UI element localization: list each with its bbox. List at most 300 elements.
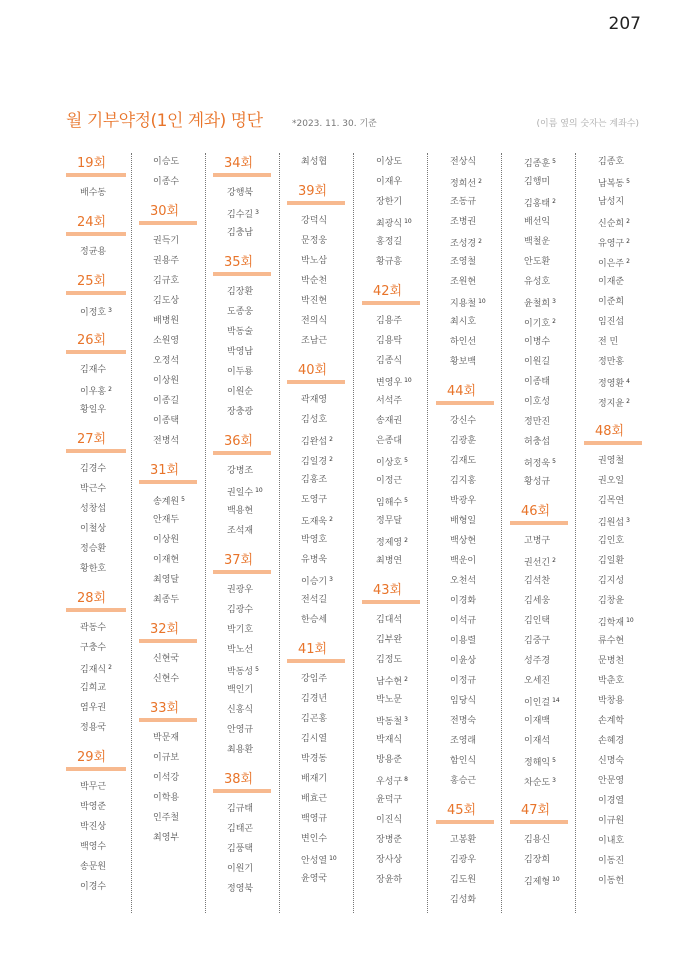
donor-name-text: 최광식 [376, 219, 403, 229]
group-spacer [213, 544, 271, 552]
donor-name [139, 234, 197, 254]
account-count: 2 [626, 398, 630, 405]
donor-name-text: 김대석 [376, 615, 403, 625]
account-count: 10 [552, 876, 560, 883]
donor-name-text: 김지홍 [450, 476, 477, 486]
donor-name-text: 조병권 [450, 217, 477, 227]
donor-name-text: 이경화 [450, 596, 477, 606]
donor-name [213, 882, 271, 902]
donor-name [213, 842, 271, 862]
donor-name-text: 송문원 [80, 862, 107, 872]
account-count: 2 [552, 557, 556, 564]
donor-name-text: 윤철희 [524, 299, 551, 309]
donor-name [510, 694, 568, 714]
donor-name [436, 634, 494, 654]
donor-name [436, 873, 494, 893]
donor-name-text: 황성규 [524, 477, 551, 487]
donor-name-text: 김광훈 [450, 436, 477, 446]
donor-name-text: 황규흥 [376, 257, 403, 267]
donor-name [436, 654, 494, 674]
donor-name-text: 성창섭 [80, 504, 107, 514]
heading-underline [66, 173, 126, 177]
donor-name [584, 714, 642, 734]
account-count: 2 [552, 198, 556, 205]
donor-name [584, 834, 642, 854]
donor-name-text: 정희선 [450, 179, 477, 189]
donor-name-text: 김일환 [598, 556, 625, 566]
donor-name-text: 이상호 [376, 458, 403, 468]
donor-name [287, 254, 345, 274]
donor-name-text: 이진식 [376, 815, 403, 825]
donor-name [362, 653, 420, 673]
account-count: 14 [552, 697, 560, 704]
donor-name-text: 문정웅 [301, 236, 328, 246]
donor-name [584, 514, 642, 534]
donor-name-text: 김태곤 [227, 824, 254, 834]
donor-name-text: 이석규 [450, 616, 477, 626]
donor-name [213, 365, 271, 385]
group-spacer [584, 415, 642, 423]
donor-name [213, 822, 271, 842]
donor-name-text: 이재현 [153, 555, 180, 565]
donor-name-text: 박노삼 [301, 256, 328, 266]
donor-name-text: 소원영 [153, 336, 180, 346]
donor-name-text: 백인기 [227, 685, 254, 695]
donor-name-text: 박노선 [227, 645, 254, 655]
heading-underline [510, 521, 568, 525]
account-count: 3 [404, 716, 408, 723]
donor-name [584, 175, 642, 195]
donor-name-text: 최시호 [450, 317, 477, 327]
donor-name [287, 453, 345, 473]
donor-name [436, 175, 494, 195]
donor-name-text: 안성열 [301, 856, 328, 866]
donor-name-text: 하인선 [450, 337, 477, 347]
donor-name [213, 743, 271, 763]
donor-name [213, 723, 271, 743]
heading-underline [66, 232, 126, 236]
donor-name-text: 차순도 [524, 778, 551, 788]
donor-name [436, 514, 494, 534]
donor-name-text: 조남근 [301, 336, 328, 346]
donor-name [213, 206, 271, 226]
donor-name-text: 윤덕구 [376, 795, 403, 805]
donor-name-text: 도재욱 [301, 517, 328, 527]
donor-name [287, 433, 345, 453]
donor-name [66, 860, 126, 880]
donor-name [362, 753, 420, 773]
donor-name [510, 534, 568, 554]
donor-name-text: 한승세 [301, 615, 328, 625]
donor-name [139, 533, 197, 553]
donor-name [436, 355, 494, 375]
donor-name [436, 195, 494, 215]
donor-name [213, 703, 271, 723]
donor-name-text: 이재석 [524, 736, 551, 746]
group-spacer [510, 495, 568, 503]
donor-name-text: 권선긴 [524, 558, 551, 568]
donor-name-text: 김원섭 [598, 518, 625, 528]
count-note: (이름 옆의 숫자는 계좌수) [536, 119, 639, 129]
account-count: 10 [404, 377, 412, 384]
donor-name [436, 155, 494, 175]
donor-name-text: 정균용 [80, 247, 107, 257]
donor-name [362, 494, 420, 514]
heading-underline [213, 451, 271, 455]
column-3 [213, 155, 271, 902]
donor-name [510, 235, 568, 255]
donor-name-text: 정용국 [80, 723, 107, 733]
group-spacer [66, 423, 126, 431]
donor-name-text: 김풍택 [227, 844, 254, 854]
donor-name [287, 513, 345, 533]
donor-name-text: 이종태 [524, 377, 551, 387]
donor-name-text: 박동성 [227, 667, 254, 677]
donor-name-text: 배효근 [301, 794, 328, 804]
donor-name-text: 남복동 [598, 179, 625, 189]
donor-name [139, 573, 197, 593]
date-note: *2023. 11. 30. 기준 [292, 119, 377, 129]
donor-name [584, 674, 642, 694]
donor-name-text: 허충섭 [524, 437, 551, 447]
donor-name-text: 장병준 [376, 835, 403, 845]
donor-name [362, 354, 420, 374]
donor-name-text: 백철운 [524, 237, 551, 247]
donor-name-text: 박순천 [301, 276, 328, 286]
class-heading: 47회 [521, 803, 551, 818]
donor-name [436, 474, 494, 494]
donor-name [213, 643, 271, 663]
donor-name [584, 275, 642, 295]
donor-name [584, 554, 642, 574]
donor-name-text: 신홍식 [227, 705, 254, 715]
heading-underline [139, 718, 197, 722]
donor-name-text: 김충남 [227, 228, 254, 238]
donor-name-text: 최병연 [376, 556, 403, 566]
column-8 [584, 155, 642, 894]
donor-name [584, 754, 642, 774]
donor-name [139, 771, 197, 791]
donor-name-text: 이내호 [598, 836, 625, 846]
donor-name [213, 305, 271, 325]
donor-name [584, 794, 642, 814]
donor-name [213, 524, 271, 544]
donor-name-text: 박영남 [227, 347, 254, 357]
donor-name [584, 534, 642, 554]
donor-name-text: 도영구 [301, 495, 328, 505]
account-count: 10 [478, 298, 486, 305]
account-count: 4 [626, 378, 630, 385]
class-heading: 41회 [298, 642, 328, 657]
donor-name-text: 전병석 [153, 436, 180, 446]
donor-name-text: 배수동 [80, 188, 107, 198]
donor-name [436, 594, 494, 614]
donor-name-text: 이상도 [376, 157, 403, 167]
account-count: 5 [404, 457, 408, 464]
class-heading: 38회 [224, 772, 254, 787]
donor-name [362, 334, 420, 354]
group-spacer [510, 794, 568, 802]
group-spacer [139, 454, 197, 462]
donor-name-text: 임해수 [376, 498, 403, 508]
donor-name-text: 김용신 [524, 835, 551, 845]
donor-name-text: 김일경 [301, 457, 328, 467]
group-spacer [66, 741, 126, 749]
donor-name-text: 백영규 [301, 814, 328, 824]
donor-name-text: 김곤홍 [301, 714, 328, 724]
donor-name-text: 최영달 [153, 575, 180, 585]
class-heading: 44회 [447, 384, 477, 399]
donor-name-text: 변영우 [376, 378, 403, 388]
donor-name-text: 이규원 [598, 816, 625, 826]
donor-name-text: 김규태 [227, 804, 254, 814]
donor-name [436, 714, 494, 734]
donor-name [139, 414, 197, 434]
donor-name [510, 674, 568, 694]
column-4 [287, 155, 345, 892]
donor-name-text: 이은주 [598, 259, 625, 269]
donor-name [510, 155, 568, 175]
donor-name [436, 295, 494, 315]
donor-name [287, 672, 345, 692]
donor-name-text: 홍승근 [450, 776, 477, 786]
donor-name [287, 772, 345, 792]
donor-name [139, 374, 197, 394]
donor-name [436, 414, 494, 434]
donor-name [510, 455, 568, 475]
donor-name [510, 574, 568, 594]
donor-name [436, 454, 494, 474]
donor-name-text: 박영호 [301, 535, 328, 545]
account-count: 3 [108, 307, 112, 314]
donor-name [510, 295, 568, 315]
donor-name [362, 434, 420, 454]
column-divider [205, 153, 206, 913]
page-number: 207 [608, 14, 641, 34]
account-count: 3 [626, 517, 630, 524]
donor-name [66, 800, 126, 820]
donor-name [139, 493, 197, 513]
donor-name [584, 454, 642, 474]
account-count: 5 [552, 757, 556, 764]
heading-underline [287, 659, 345, 663]
donor-name [66, 482, 126, 502]
donor-name [287, 473, 345, 493]
donor-name-text: 정만진 [524, 417, 551, 427]
donor-name-text: 류수현 [598, 636, 625, 646]
donor-name-text: 박문재 [153, 733, 180, 743]
donor-name [584, 335, 642, 355]
column-divider [427, 153, 428, 913]
donor-name-text: 권득기 [153, 236, 180, 246]
donor-name-text: 강신수 [450, 416, 477, 426]
donor-name-text: 백운이 [450, 556, 477, 566]
donor-name [510, 634, 568, 654]
donor-name [213, 325, 271, 345]
donor-name-text: 김종식 [376, 356, 403, 366]
donor-name-text: 고봉환 [450, 835, 477, 845]
donor-name [510, 395, 568, 415]
donor-name [510, 375, 568, 395]
donor-name-text: 이종수 [153, 177, 180, 187]
donor-name [584, 395, 642, 415]
column-divider [131, 153, 132, 913]
donor-name [362, 454, 420, 474]
account-count: 5 [255, 666, 259, 673]
donor-name-text: 조동규 [450, 197, 477, 207]
donor-name [510, 195, 568, 215]
donor-name [139, 751, 197, 771]
donor-name-text: 임진섭 [598, 317, 625, 327]
account-count: 2 [626, 258, 630, 265]
donor-name [584, 654, 642, 674]
column-1 [66, 155, 126, 900]
donor-name [139, 553, 197, 573]
donor-name-text: 도종웅 [227, 307, 254, 317]
donor-name [139, 294, 197, 314]
donor-name [287, 732, 345, 752]
donor-name-text: 박기호 [227, 625, 254, 635]
class-heading: 26회 [77, 333, 107, 348]
donor-name-text: 정영북 [227, 884, 254, 894]
donor-name [139, 155, 197, 175]
donor-name [584, 634, 642, 654]
donor-name [287, 493, 345, 513]
account-count: 2 [626, 218, 630, 225]
donor-name [510, 594, 568, 614]
donor-name-text: 신명숙 [598, 756, 625, 766]
group-spacer [362, 574, 420, 582]
donor-name-text: 배선익 [524, 217, 551, 227]
heading-underline [139, 480, 197, 484]
donor-name [436, 534, 494, 554]
heading-underline [436, 820, 494, 824]
class-heading: 42회 [373, 284, 403, 299]
donor-name [287, 155, 345, 175]
donor-name-text: 김장환 [227, 287, 254, 297]
donor-name-text: 김재수 [80, 365, 107, 375]
donor-name [362, 673, 420, 693]
donor-name [213, 226, 271, 246]
donor-name [287, 553, 345, 573]
donor-name-text: 홍정길 [376, 237, 403, 247]
donor-name-text: 박진현 [301, 296, 328, 306]
donor-name-text: 김도원 [450, 875, 477, 885]
donor-name-text: 신순희 [598, 219, 625, 229]
donor-name [287, 872, 345, 892]
group-spacer [139, 195, 197, 203]
column-6 [436, 155, 494, 913]
donor-name-text: 김부완 [376, 635, 403, 645]
donor-name [436, 574, 494, 594]
donor-name-text: 이병수 [524, 337, 551, 347]
group-spacer [66, 206, 126, 214]
donor-name-text: 염우권 [80, 703, 107, 713]
donor-name-text: 정영환 [598, 379, 625, 389]
donor-name [510, 774, 568, 794]
donor-name-text: 조원현 [450, 277, 477, 287]
heading-underline [362, 301, 420, 305]
donor-name [510, 415, 568, 435]
class-heading: 46회 [521, 504, 551, 519]
class-heading: 30회 [150, 204, 180, 219]
donor-name-text: 이학용 [153, 793, 180, 803]
donor-name-text: 안영규 [227, 725, 254, 735]
donor-name [584, 315, 642, 335]
donor-name [213, 186, 271, 206]
donor-name-text: 정무달 [376, 516, 403, 526]
donor-name [287, 413, 345, 433]
heading-underline [510, 820, 568, 824]
donor-name [139, 334, 197, 354]
account-count: 10 [626, 617, 634, 624]
donor-name [287, 234, 345, 254]
donor-name-text: 김완섭 [301, 437, 328, 447]
account-count: 5 [552, 458, 556, 465]
donor-name [66, 383, 126, 403]
donor-name [66, 562, 126, 582]
heading-underline [213, 173, 271, 177]
donor-name [139, 314, 197, 334]
donor-name-text: 이용렬 [450, 636, 477, 646]
donor-name [362, 793, 420, 813]
donor-name-text: 박노문 [376, 695, 403, 705]
donor-name [362, 613, 420, 633]
donor-name-text: 장사상 [376, 855, 403, 865]
donor-name [436, 754, 494, 774]
heading-underline [436, 401, 494, 405]
donor-name-text: 이준희 [598, 297, 625, 307]
donor-name [584, 375, 642, 395]
donor-name [436, 255, 494, 275]
donor-name-text: 백영수 [80, 842, 107, 852]
donor-name [66, 681, 126, 701]
donor-name [66, 403, 126, 423]
donor-name-text: 김희교 [80, 683, 107, 693]
donor-name [213, 464, 271, 484]
donor-name [287, 593, 345, 613]
donor-name [362, 733, 420, 753]
donor-name [362, 314, 420, 334]
donor-name [362, 833, 420, 853]
donor-name [213, 484, 271, 504]
class-heading: 45회 [447, 803, 477, 818]
donor-name-text: 전석길 [301, 595, 328, 605]
donor-name [362, 773, 420, 793]
donor-name-text: 임당식 [450, 696, 477, 706]
donor-name [139, 354, 197, 374]
donor-name [213, 504, 271, 524]
class-heading: 28회 [77, 591, 107, 606]
account-count: 2 [329, 516, 333, 523]
donor-name [436, 614, 494, 634]
class-heading: 32회 [150, 622, 180, 637]
donor-name-text: 변인수 [301, 834, 328, 844]
donor-name-text: 김홍태 [524, 199, 551, 209]
donor-name-text: 최성협 [301, 157, 328, 167]
donor-name [584, 255, 642, 275]
group-spacer [213, 763, 271, 771]
group-spacer [139, 692, 197, 700]
donor-name [362, 374, 420, 394]
donor-name-text: 이석강 [153, 773, 180, 783]
donor-name-text: 김용주 [376, 316, 403, 326]
donor-name-text: 이정근 [376, 476, 403, 486]
donor-name [66, 840, 126, 860]
donor-name-text: 최용환 [227, 745, 254, 755]
donor-name-text: 지용철 [450, 299, 477, 309]
class-heading: 31회 [150, 463, 180, 478]
